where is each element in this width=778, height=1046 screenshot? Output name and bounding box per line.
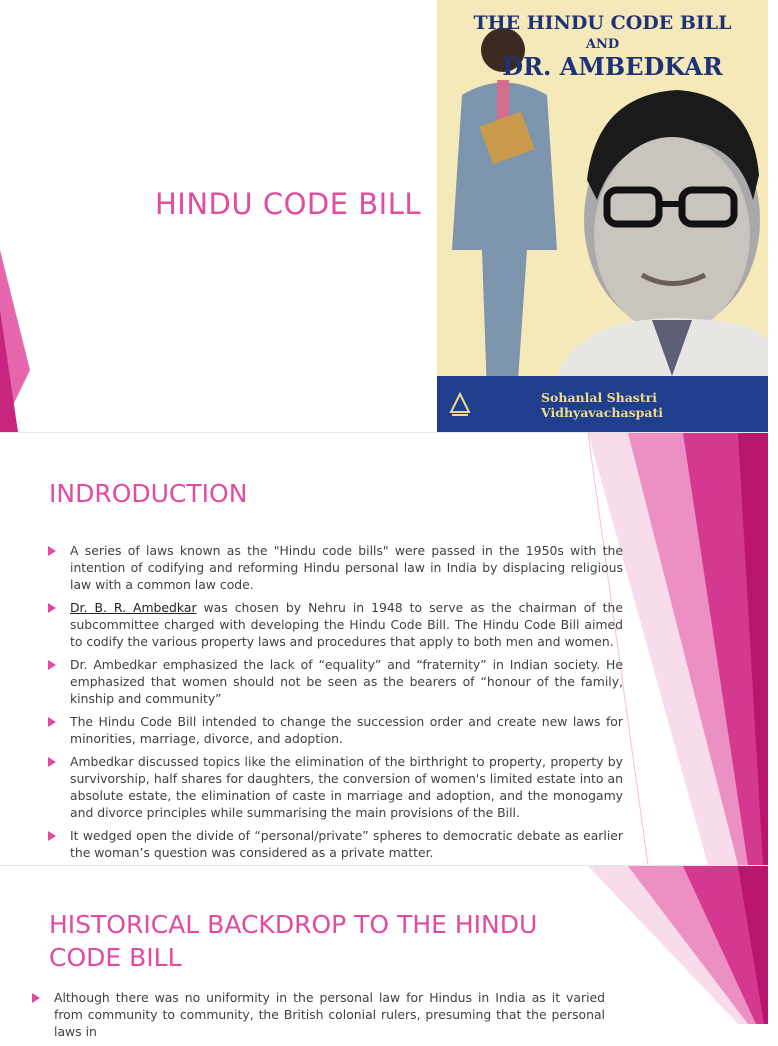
list-item xyxy=(30,989,605,1040)
list-item xyxy=(46,827,623,861)
bullet-text: A series of laws known as the "Hindu code bills" were passed in the 1950s with the intention of codifying and reforming Hindu personal law in India by displacing religious law with a common law code. xyxy=(70,543,623,592)
introduction-bullet-list xyxy=(46,542,623,867)
bullet-text: Dr. Ambedkar emphasized the lack of “equality” and “fraternity” in Indian society. He emphasized that women should not be seen as the bearers of “honour of the family, kinship and community” xyxy=(70,657,623,706)
cover-title-and: AND xyxy=(585,37,620,52)
left-decoration xyxy=(0,250,30,432)
slide-title-text: HINDU CODE BILL xyxy=(155,187,422,221)
cover-author-name: Sohanlal Shastri Vidhyavachaspati xyxy=(541,390,663,420)
slide-introduction xyxy=(0,433,768,865)
list-item xyxy=(46,753,623,821)
slide-historical-backdrop xyxy=(0,866,768,1039)
list-item xyxy=(46,713,623,747)
bullet-arrow-icon xyxy=(48,717,56,727)
slide-title xyxy=(0,0,768,432)
ambedkar-link[interactable]: Dr. B. R. Ambedkar xyxy=(70,600,197,615)
bullet-text: Although there was no uniformity in the personal law for Hindus in India as it varied from community to community, the British colonial rulers, presuming that the personal laws in xyxy=(54,990,605,1039)
cover-title-line1: THE HINDU CODE BILL xyxy=(473,12,732,34)
bullet-arrow-icon xyxy=(48,603,56,613)
list-item xyxy=(46,599,623,650)
bullet-arrow-icon xyxy=(48,660,56,670)
bullet-arrow-icon xyxy=(48,757,56,767)
historical-bullet-list xyxy=(30,989,605,1046)
bullet-arrow-icon xyxy=(48,546,56,556)
list-item xyxy=(46,542,623,593)
bullet-text: was chosen by Nehru in 1948 to serve as the chairman of the subcommittee charged with developing the Hindu Code Bill. The Hindu Code Bill aimed to codify the various property laws and procedures that apply to both men and women. xyxy=(70,600,623,649)
bullet-text: Ambedkar discussed topics like the elimination of the birthright to property, property by survivorship, half shares for daughters, the conversion of women's limited estate into an absolute estate, the elimination of caste in marriage and adoption, and the monogamy and divorce principles while summarising the main provisions of the Bill. xyxy=(70,754,623,820)
right-decoration xyxy=(588,866,768,1024)
bullet-text: The Hindu Code Bill intended to change the succession order and create new laws for minorities, marriage, divorce, and adoption. xyxy=(70,714,623,746)
historical-heading-line1: HISTORICAL BACKDROP TO THE HINDU xyxy=(49,910,538,939)
introduction-heading: INDRODUCTION xyxy=(49,479,248,508)
book-cover-image xyxy=(437,0,768,432)
cover-title-line2: DR. AMBEDKAR xyxy=(502,52,723,81)
bullet-arrow-icon xyxy=(32,993,40,1003)
list-item xyxy=(46,656,623,707)
historical-heading-line2: CODE BILL xyxy=(49,943,182,972)
bullet-arrow-icon xyxy=(48,831,56,841)
historical-heading xyxy=(49,908,537,974)
publisher-logo-icon xyxy=(449,392,471,418)
bullet-text: It wedged open the divide of “personal/private” spheres to democratic debate as earlier the woman’s question was considered as a private matter. xyxy=(70,828,623,860)
